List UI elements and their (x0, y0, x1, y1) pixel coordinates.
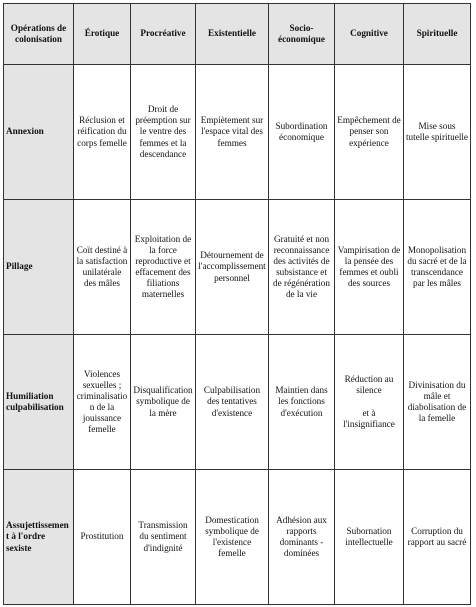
table-cell: Empiètement sur l'espace vital des femmes (196, 65, 269, 200)
table-row (4, 200, 471, 335)
table-cell: Réclusion et réification du corps femelle (74, 65, 131, 200)
column-header-erotique: Érotique (74, 4, 131, 65)
table-cell: Divinisation du mâle et diabolisation de la femelle (404, 335, 471, 470)
table-cell: Mise sous tutelle spirituelle (404, 65, 471, 200)
row-header-annexion: Annexion (4, 65, 74, 200)
table-cell: Subornation intellectuelle (335, 470, 404, 605)
header-row (4, 4, 471, 65)
corner-header: Opérations de colonisation (4, 4, 74, 65)
table-cell: Maintien dans les fonctions d'exécution (269, 335, 335, 470)
row-header-assujettissement: Assujettissement à l'ordre sexiste (4, 470, 74, 605)
table-cell: Corruption du rapport au sacré (404, 470, 471, 605)
column-header-procreative: Procréative (131, 4, 196, 65)
table-cell: Vampirisation de la pensée des femmes et oubli des sources (335, 200, 404, 335)
table-row (4, 470, 471, 605)
table-cell: Gratuité et non reconnaissance des activités de subsistance et de régénération de la vie (269, 200, 335, 335)
table-cell: Violences sexuelles ; criminalisation de la jouissance femelle (74, 335, 131, 470)
table-cell: Coït destiné à la satisfaction unilatérale des mâles (74, 200, 131, 335)
table-cell: Adhésion aux rapports dominants - dominées (269, 470, 335, 605)
table-cell: Détournement de l'accomplissement personnel (196, 200, 269, 335)
table-cell: Droit de préemption sur le ventre des femmes et la descendance (131, 65, 196, 200)
table-cell: Culpabilisation des tentatives d'existence (196, 335, 269, 470)
row-header-humiliation: Humiliation culpabilisation (4, 335, 74, 470)
table-cell: Empêchement de penser son expérience (335, 65, 404, 200)
table-cell: Exploitation de la force reproductive et effacement des filiations maternelles (131, 200, 196, 335)
table-cell: Prostitution (74, 470, 131, 605)
table-cell: Réduction au silence et à l'insignifiance (335, 335, 404, 470)
table-cell: Transmission du sentiment d'indignité (131, 470, 196, 605)
table-cell: Monopolisation du sacré et de la transcendance par les mâles (404, 200, 471, 335)
table-cell: Domestication symbolique de l'existence femelle (196, 470, 269, 605)
column-header-cognitive: Cognitive (335, 4, 404, 65)
column-header-spirituelle: Spirituelle (404, 4, 471, 65)
table-row (4, 65, 471, 200)
column-header-socio-economique: Socio-économique (269, 4, 335, 65)
row-header-pillage: Pillage (4, 200, 74, 335)
table-cell: Subordination économique (269, 65, 335, 200)
colonisation-table (3, 3, 471, 605)
column-header-existentielle: Existentielle (196, 4, 269, 65)
table-cell: Disqualification symbolique de la mère (131, 335, 196, 470)
table-row (4, 335, 471, 470)
